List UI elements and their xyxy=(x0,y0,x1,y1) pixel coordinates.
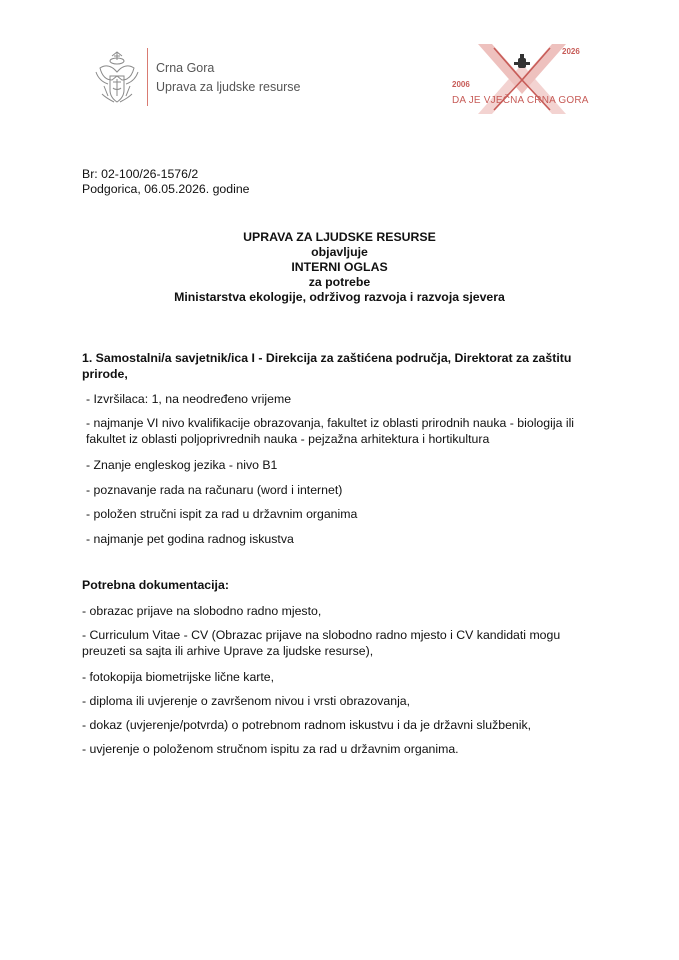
requirement-item: - najmanje pet godina radnog iskustva xyxy=(86,532,294,546)
issuer-heading: UPRAVA ZA LJUDSKE RESURSE xyxy=(243,230,436,244)
coat-of-arms-icon xyxy=(92,50,142,106)
letterhead xyxy=(0,0,679,140)
institution-country: Crna Gora xyxy=(156,61,215,75)
requirement-item: - Znanje engleskog jezika - nivo B1 xyxy=(86,458,278,472)
header-divider xyxy=(147,48,148,106)
documentation-item: - fotokopija biometrijske lične karte, xyxy=(82,670,275,684)
documentation-item: - diploma ili uvjerenje o završenom nivou i vrsti obrazovanja, xyxy=(82,694,411,708)
reference-number: Br: 02-100/26-1576/2 xyxy=(82,167,199,181)
announcement-type: INTERNI OGLAS xyxy=(291,260,388,274)
announcement-verb: objavljuje xyxy=(311,245,368,259)
documentation-item: - Curriculum Vitae - CV (Obrazac prijave na slobodno radno mjesto i CV kandidati mogu preuzeti sa sajta ili arhive Uprave za ljudske resurse), xyxy=(82,628,561,658)
anniversary-motto: DA JE VJEČNA CRNA GORA xyxy=(452,95,589,106)
requirement-item: - Izvršilaca: 1, na neodređeno vrijeme xyxy=(86,392,292,406)
requirement-item: - poznavanje rada na računaru (word i internet) xyxy=(86,483,343,497)
anniversary-year-end: 2026 xyxy=(562,47,580,56)
anniversary-year-start: 2006 xyxy=(452,80,470,89)
documentation-heading: Potrebna dokumentacija: xyxy=(82,578,229,592)
ministry-name: Ministarstva ekologije, održivog razvoja i razvoja sjevera xyxy=(174,290,505,304)
requirement-item: - najmanje VI nivo kvalifikacije obrazovanja, fakultet iz oblasti prirodnih nauka - biologija ili fakultet iz oblasti poljoprivrednih nauka - pejzažna arhitektura i hortikultura xyxy=(86,416,575,446)
position-title: 1. Samostalni/a savjetnik/ica I - Direkcija za zaštićena područja, Direktorat za zaštitu prirode, xyxy=(82,351,572,381)
requirement-item: - položen stručni ispit za rad u državnim organima xyxy=(86,507,358,521)
documentation-item: - uvjerenje o položenom stručnom ispitu za rad u državnim organima. xyxy=(82,742,459,756)
for-needs-line: za potrebe xyxy=(308,275,371,289)
institution-name: Uprava za ljudske resurse xyxy=(156,80,301,94)
place-and-date: Podgorica, 06.05.2026. godine xyxy=(82,182,250,196)
documentation-item: - dokaz (uvjerenje/potvrda) o potrebnom radnom iskustvu i da je državni službenik, xyxy=(82,718,532,732)
documentation-item: - obrazac prijave na slobodno radno mjesto, xyxy=(82,604,322,618)
